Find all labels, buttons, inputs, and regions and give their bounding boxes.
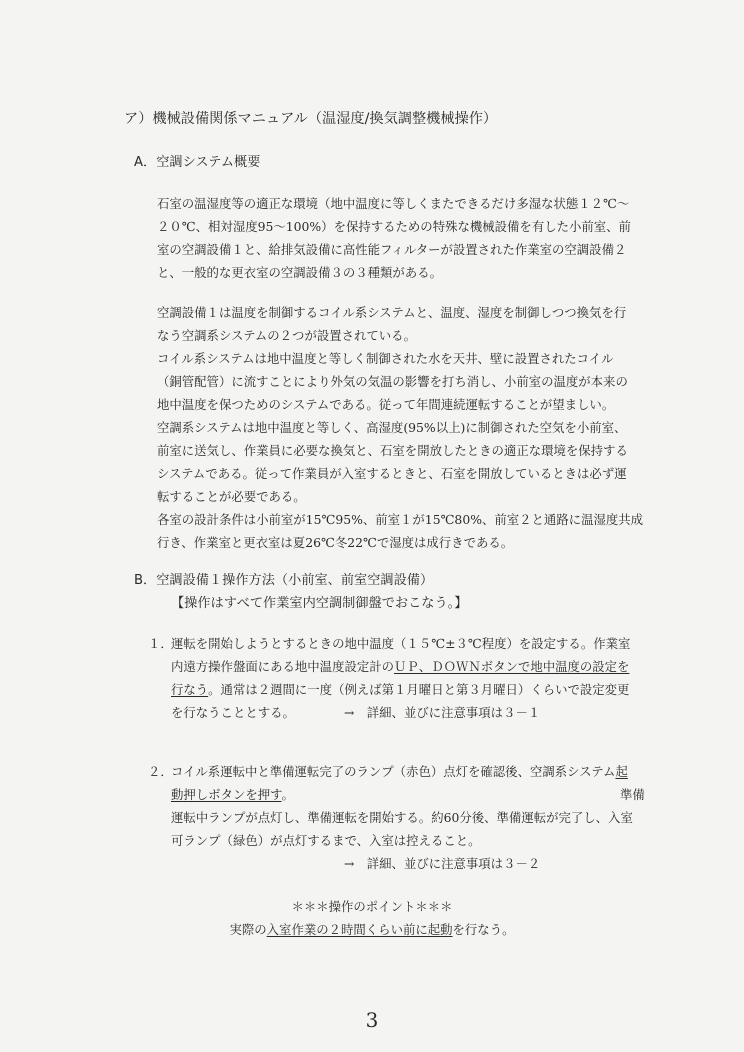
cross-reference: → 詳細、並びに注意事項は３－１: [344, 705, 541, 720]
text-span: 。通常は２週間に一度（例えば第１月曜日と第３月曜日）くらいで設定変更: [208, 682, 630, 697]
text-line: を行なうこととする。: [171, 705, 295, 720]
text-span: 。: [281, 787, 294, 802]
underlined-text: 入室作業の２時間くらい前に起動: [266, 922, 453, 937]
text-line: 可ランプ（緑色）が点灯するまで、入室は控えること。: [171, 833, 481, 848]
text-line: 空調系システムは地中温度と等しく、高湿度(95%以上)に制御された空気を小前室、: [157, 420, 627, 435]
document-title: ア）機械設備関係マニュアル（温湿度/換気調整機械操作）: [124, 111, 498, 127]
text-line: [171, 787, 294, 803]
text-line: なう空調系システムの２つが設置されている。: [157, 328, 416, 343]
text-line: （銅管配管）に流すことにより外気の気温の影響を打ち消し、小前室の温度が本来の: [157, 374, 628, 389]
section-b-subheading: 【操作はすべて作業室内空調制御盤でおこなう。】: [171, 596, 468, 611]
cross-reference: → 詳細、並びに注意事項は３－２: [344, 856, 541, 871]
text-line: 室の空調設備１と、給排気設備に高性能フィルターが設置された作業室の空調設備２: [157, 242, 627, 257]
text-line: [171, 764, 628, 780]
underlined-text: 動押しボタンを押す: [171, 787, 282, 802]
underlined-text: 行なう: [171, 682, 209, 697]
text-line: 転することが必要である。: [157, 489, 306, 504]
underlined-text: 起: [615, 764, 628, 779]
text-line: と、一般的な更衣室の空調設備３の３種類がある。: [157, 265, 442, 280]
underlined-text: ＵＰ、ＤＯＷＮボタンで地中温度の設定を: [394, 659, 630, 674]
item-number: ２．: [148, 764, 173, 779]
text-line: 準備: [620, 787, 645, 802]
text-span: コイル系運転中と準備運転完了のランプ（赤色）点灯を確認後、空調系システム: [171, 764, 616, 779]
text-line: システムである。従って作業員が入室するときと、石室を開放しているときは必ず運: [157, 466, 627, 481]
text-line: 行き、作業室と更衣室は夏26℃冬22℃で湿度は成行きである。: [157, 535, 514, 550]
page-number: 3: [365, 1008, 379, 1032]
text-line: 運転中ランプが点灯し、準備運転を開始する。約60分後、準備運転が完了し、入室: [171, 810, 633, 825]
text-line: 各室の設計条件は小前室が15℃95%、前室１が15℃80%、前室２と通路に温湿度共成: [157, 512, 644, 527]
text-line: 空調設備１は温度を制御するコイル系システムと、温度、湿度を制御しつつ換気を行: [157, 305, 627, 320]
text-line: ２０℃、相対湿度95～100%）を保持するための特殊な機械設備を有した小前室、前: [157, 219, 631, 234]
section-a-heading: A．空調システム概要: [134, 155, 261, 170]
item-number: １．: [148, 636, 173, 651]
text-line: 運転を開始しようとするときの地中温度（１５℃±３℃程度）を設定する。作業室: [171, 636, 631, 651]
text-span: 実際の: [229, 922, 267, 937]
point-title: ＊＊＊操作のポイント＊＊＊: [291, 899, 453, 914]
section-b-heading: B．空調設備１操作方法（小前室、前室空調設備）: [134, 573, 434, 588]
text-line: コイル系システムは地中温度と等しく制御された水を天井、壁に設置されたコイル: [157, 351, 614, 366]
text-line: [171, 682, 629, 698]
text-line: 地中温度を保つためのシステムである。従って年間連続運転することが望ましい。: [157, 397, 615, 412]
text-line: 石室の温湿度等の適正な環境（地中温度に等しくまたできるだけ多湿な状態１２℃～: [157, 196, 630, 211]
point-text: [0, 922, 744, 938]
text-span: を行なう。: [452, 922, 515, 937]
text-line: [171, 659, 629, 675]
text-span: 内遠方操作盤面にある地中温度設定計の: [171, 659, 395, 674]
text-line: 前室に送気し、作業員に必要な換気と、石室を開放したときの適正な環境を保持する: [157, 443, 628, 458]
